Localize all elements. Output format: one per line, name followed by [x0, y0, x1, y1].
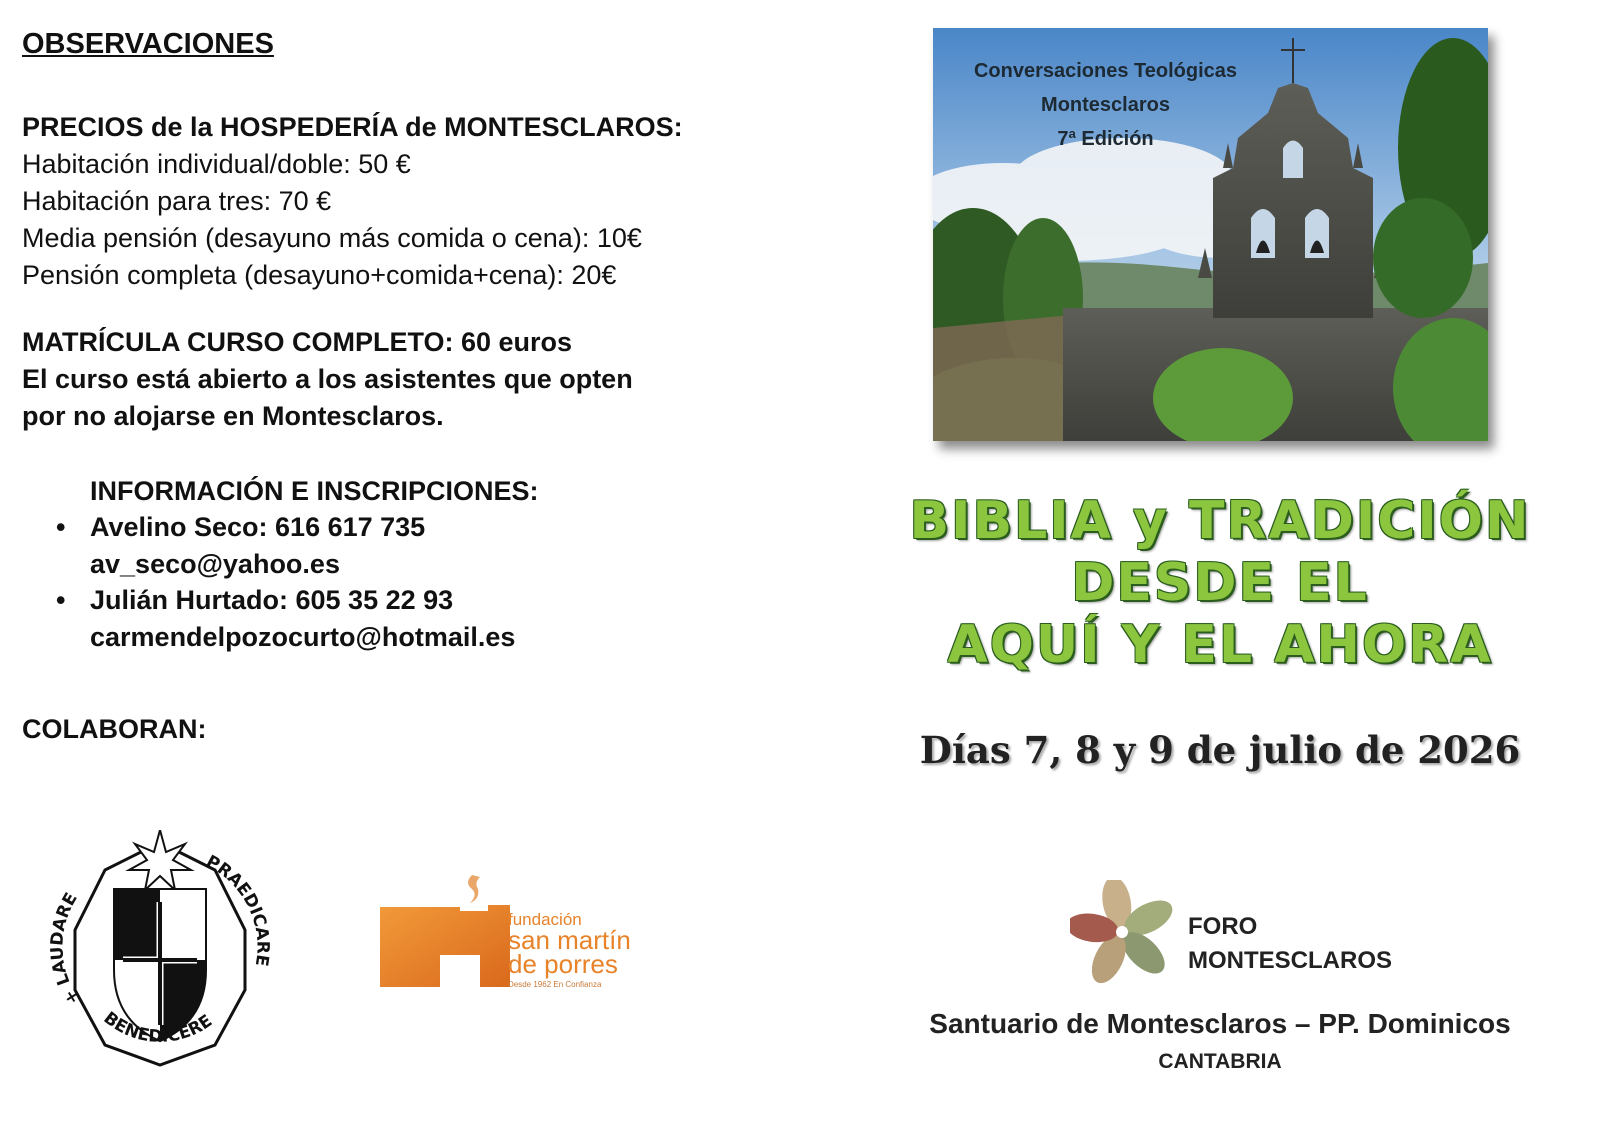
- prices-heading: PRECIOS de la HOSPEDERÍA de MONTESCLAROS:: [22, 112, 683, 142]
- contact-julian-email[interactable]: carmendelpozocurto@hotmail.es: [90, 622, 516, 652]
- event-title: [880, 490, 1560, 676]
- bullet-icon: •: [56, 512, 66, 542]
- price-line-individual: Habitación individual/doble: 50 €: [22, 149, 411, 179]
- svg-text:BENEDICERE: BENEDICERE: [99, 1008, 217, 1048]
- svg-text:san martín: san martín: [508, 925, 631, 955]
- observaciones-heading: OBSERVACIONES: [22, 28, 274, 60]
- price-line-triple: Habitación para tres: 70 €: [22, 186, 332, 216]
- matricula-note-line-1: El curso está abierto a los asistentes que opten: [22, 364, 633, 394]
- matricula-note-line-2: por no alojarse en Montesclaros.: [22, 401, 444, 431]
- info-heading: INFORMACIÓN E INSCRIPCIONES:: [90, 476, 539, 506]
- dominican-seal-logo: [45, 830, 275, 1070]
- svg-text:PRAEDICARE: PRAEDICARE: [202, 851, 273, 968]
- contact-julian-phone: Julián Hurtado: 605 35 22 93: [90, 585, 454, 615]
- star-icon: [129, 830, 191, 890]
- contact-avelino-email[interactable]: av_seco@yahoo.es: [90, 549, 340, 579]
- fundacion-san-martin-logo: [380, 875, 670, 1005]
- matricula-price: MATRÍCULA CURSO COMPLETO: 60 euros: [22, 327, 573, 357]
- caption-line-edition: 7ª Edición: [1057, 128, 1154, 150]
- price-line-full-board: Pensión completa (desayuno+comida+cena): 20€: [22, 260, 617, 290]
- colaboran-heading: COLABORAN:: [22, 714, 207, 744]
- foro-line-1: FORO: [1188, 913, 1258, 940]
- foro-name: [1188, 910, 1392, 978]
- price-line-half-board: Media pensión (desayuno más comida o cena): 10€: [22, 223, 642, 253]
- foro-flower-logo: [1070, 880, 1180, 990]
- svg-text:de porres: de porres: [508, 949, 618, 979]
- photo-caption: [933, 54, 1278, 156]
- svg-text:fundación: fundación: [508, 910, 582, 929]
- svg-text:Desde 1962 En Confianza: Desde 1962 En Confianza: [508, 980, 602, 989]
- svg-text:+ LAUDARE: + LAUDARE: [47, 889, 85, 1009]
- title-line-2: DESDE EL: [1071, 553, 1369, 613]
- organizer-name: Santuario de Montesclaros – PP. Dominicos: [929, 1008, 1511, 1039]
- title-line-3: AQUÍ Y EL AHORA: [947, 615, 1493, 675]
- bullet-icon: •: [56, 585, 66, 615]
- church-belfry-photo: [933, 28, 1488, 441]
- caption-line-place: Montesclaros: [1041, 94, 1170, 116]
- event-dates: Días 7, 8 y 9 de julio de 2026: [919, 728, 1521, 772]
- contact-avelino-phone: Avelino Seco: 616 617 735: [90, 512, 426, 542]
- title-line-1: BIBLIA y TRADICIÓN: [909, 491, 1531, 551]
- smoke-icon: [468, 875, 480, 903]
- caption-line-series: Conversaciones Teológicas: [973, 60, 1238, 82]
- foro-line-2: MONTESCLAROS: [1188, 947, 1392, 974]
- region-name: CANTABRIA: [1158, 1050, 1282, 1073]
